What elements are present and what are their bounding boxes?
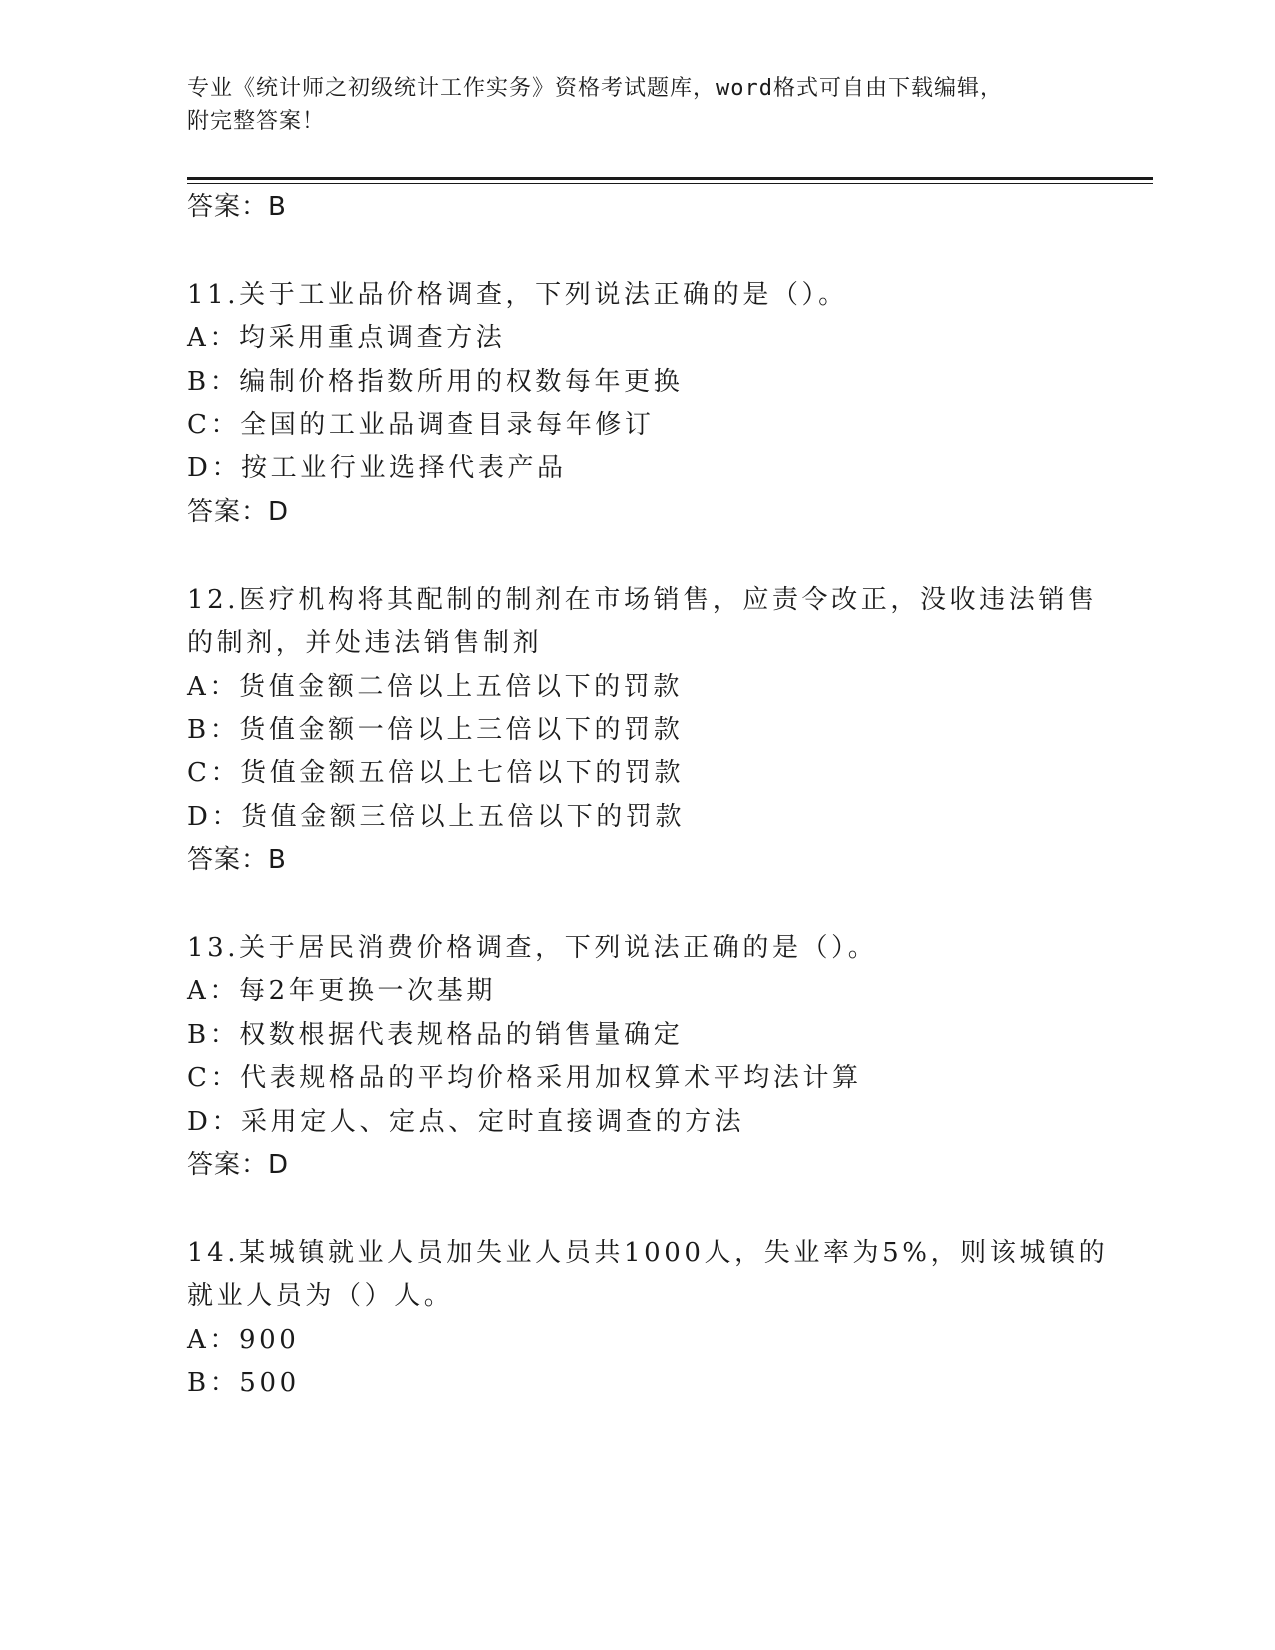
option-d: D：货值金额三倍以上五倍以下的罚款 [187,802,686,832]
header-rule-thick [187,177,1153,180]
option-a: A：货值金额二倍以上五倍以下的罚款 [187,672,683,702]
option-c: C：代表规格品的平均价格采用加权算术平均法计算 [187,1063,862,1093]
option-d: D：按工业行业选择代表产品 [187,453,567,483]
option-c: C：货值金额五倍以上七倍以下的罚款 [187,758,685,788]
answer-line: 答案：D [187,497,290,527]
page-header [187,72,1087,138]
question-stem-continued: 就业人员为（）人。 [187,1281,454,1311]
answer-line: 答案：B [187,845,287,875]
option-b: B：权数根据代表规格品的销售量确定 [187,1020,684,1050]
option-a: A：均采用重点调查方法 [187,323,506,353]
option-b: B：货值金额一倍以上三倍以下的罚款 [187,715,684,745]
question-stem: 11.关于工业品价格调查，下列说法正确的是（）。 [187,280,848,310]
option-b: B：编制价格指数所用的权数每年更换 [187,367,684,397]
option-b: B：500 [187,1368,300,1398]
header-rule-thin [187,183,1153,184]
header-line-2: 附完整答案！ [187,109,326,134]
answer-line: 答案：D [187,1150,290,1180]
question-stem: 13.关于居民消费价格调查，下列说法正确的是（）。 [187,933,878,963]
option-a: A：每2年更换一次基期 [187,976,496,1006]
question-stem: 14.某城镇就业人员加失业人员共1000人，失业率为5%，则该城镇的 [187,1238,1109,1268]
option-a: A：900 [187,1325,300,1355]
question-stem: 12.医疗机构将其配制的制剂在市场销售，应责令改正，没收违法销售 [187,585,1098,615]
option-c: C：全国的工业品调查目录每年修订 [187,410,655,440]
answer-line: 答案：B [187,192,287,222]
question-stem-continued: 的制剂，并处违法销售制剂 [187,628,543,658]
option-d: D：采用定人、定点、定时直接调查的方法 [187,1107,745,1137]
header-line-1: 专业《统计师之初级统计工作实务》资格考试题库，word格式可自由下载编辑， [187,76,1003,101]
